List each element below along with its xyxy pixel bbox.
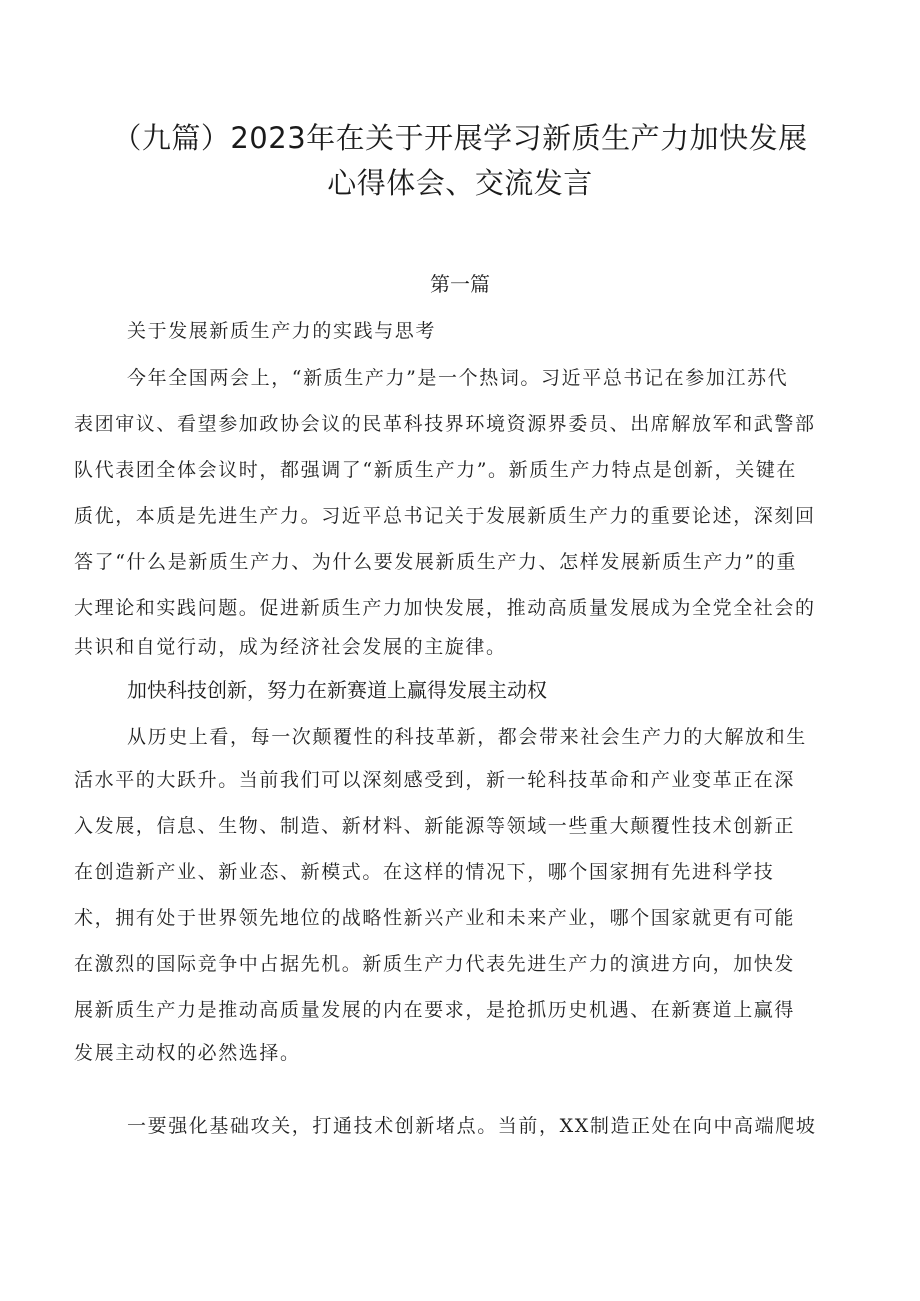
para2-line: 从历史上看，每一次颠覆性的科技革新，都会带来社会生产力的大解放和生: [127, 726, 807, 748]
document-title-line-1: （九篇）2023年在关于开展学习新质生产力加快发展: [112, 121, 808, 155]
para1-line: 队代表团全体会议时，都强调了“新质生产力”。新质生产力特点是创新，关键在: [74, 459, 798, 481]
para2-line: 术，拥有处于世界领先地位的战略性新兴产业和未来产业，哪个国家就更有可能: [74, 907, 796, 929]
para1-line: 表团审议、看望参加政协会议的民革科技界环境资源界委员、出席解放军和武警部: [74, 413, 816, 435]
para1-line: 大理论和实践问题。促进新质生产力加快发展，推动高质量发展成为全党全社会的: [74, 597, 816, 619]
document-title-line-2: 心得体会、交流发言: [327, 166, 593, 200]
article-title: 关于发展新质生产力的实践与思考: [127, 320, 437, 342]
para2-line: 活水平的大跃升。当前我们可以深刻感受到，新一轮科技革命和产业变革正在深: [74, 769, 796, 791]
para2-line: 发展主动权的必然选择。: [74, 1042, 301, 1064]
para1-line: 质优，本质是先进生产力。习近平总书记关于发展新质生产力的重要论述，深刻回: [74, 505, 816, 527]
para2-line: 在创造新产业、新业态、新模式。在这样的情况下，哪个国家拥有先进科学技: [74, 861, 775, 883]
para1-line: 答了“什么是新质生产力、为什么要发展新质生产力、怎样发展新质生产力”的重: [74, 551, 798, 573]
para3-line: 一要强化基础攻关，打通技术创新堵点。当前，XX制造正处在向中高端爬坡: [127, 1115, 817, 1137]
para2-line: 在激烈的国际竞争中占据先机。新质生产力代表先进生产力的演进方向，加快发: [74, 953, 796, 975]
subheading: 加快科技创新，努力在新赛道上赢得发展主动权: [127, 678, 547, 702]
para1-line: 共识和自觉行动，成为经济社会发展的主旋律。: [74, 636, 507, 658]
section-heading: 第一篇: [430, 272, 490, 296]
para2-line: 入发展，信息、生物、制造、新材料、新能源等领域一些重大颠覆性技术创新正: [74, 815, 796, 837]
para1-line: 今年全国两会上，“新质生产力”是一个热词。习近平总书记在参加江苏代: [127, 367, 789, 389]
para2-line: 展新质生产力是推动高质量发展的内在要求，是抢抓历史机遇、在新赛道上赢得: [74, 999, 796, 1021]
